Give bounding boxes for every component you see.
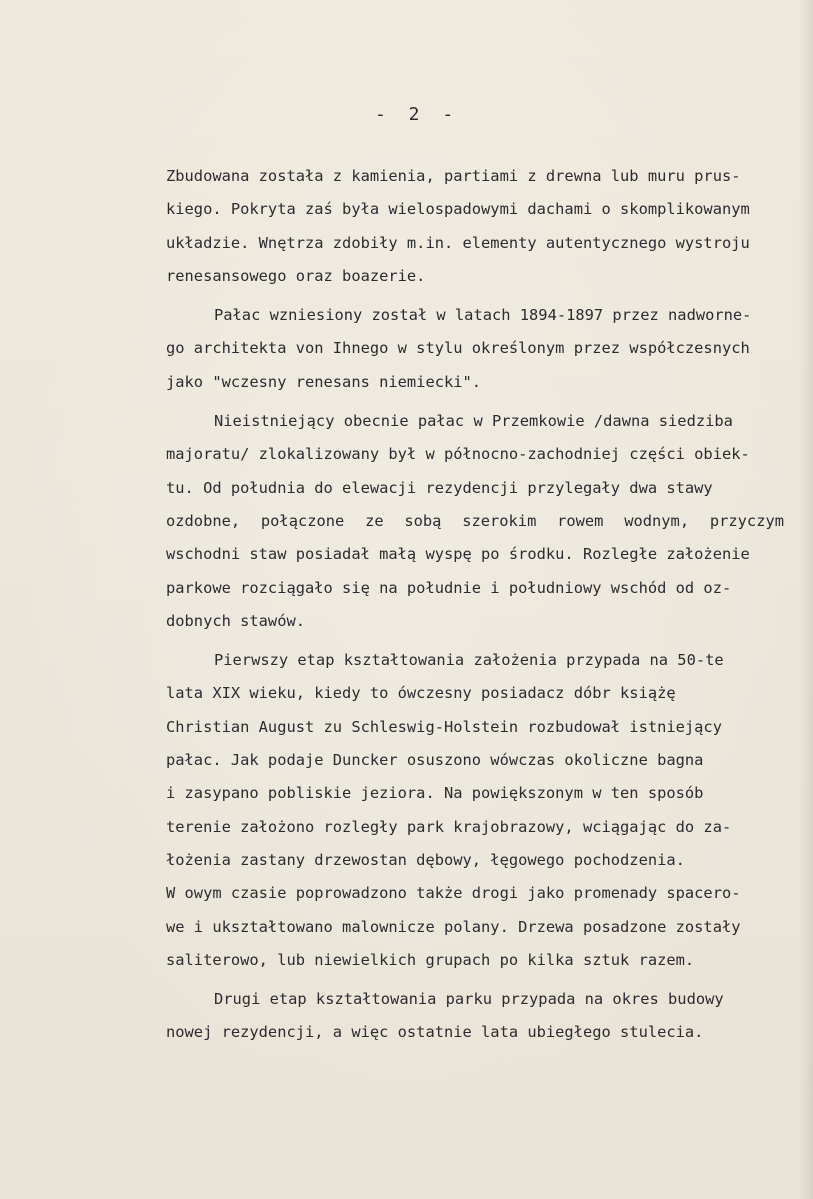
document-body <box>166 160 784 1050</box>
text-line: W owym czasie poprowadzono także drogi jako promenady spacero- <box>166 884 741 903</box>
text-line: parkowe rozciągało się na południe i południowy wschód od oz- <box>166 578 732 597</box>
text-line: Christian August zu Schleswig-Holstein rozbudował istniejący <box>166 717 722 736</box>
text-line: lata XIX wieku, kiedy to ówczesny posiadacz dóbr książę <box>166 684 676 703</box>
text-line: dobnych stawów. <box>166 611 305 630</box>
text-line: kiego. Pokryta zaś była wielospadowymi dachami o skomplikowanym <box>166 200 750 219</box>
text-line: we i ukształtowano malownicze polany. Drzewa posadzone zostały <box>166 917 741 936</box>
paragraph-first-line: Nieistniejący obecnie pałac w Przemkowie /dawna siedziba <box>214 412 733 431</box>
paragraph-first-line: Pałac wzniesiony został w latach 1894-1897 przez nadworne- <box>214 306 752 325</box>
text-line: ozdobne, połączone ze sobą szerokim rowem wodnym, przyczym <box>166 511 784 530</box>
text-line: wschodni staw posiadał małą wyspę po środku. Rozległe założenie <box>166 545 750 564</box>
text-line: majoratu/ zlokalizowany był w północno-zachodniej części obiek- <box>166 445 750 464</box>
paragraph-first-line: Pierwszy etap kształtowania założenia przypada na 50-te <box>214 651 724 670</box>
paper-edge-shadow <box>799 0 813 1199</box>
text-line: i zasypano pobliskie jeziora. Na powiększonym w ten sposób <box>166 784 704 803</box>
text-line: jako "wczesny renesans niemiecki". <box>166 372 482 391</box>
text-line: terenie założono rozległy park krajobrazowy, wciągając do za- <box>166 817 732 836</box>
text-line: tu. Od południa do elewacji rezydencji przylegały dwa stawy <box>166 478 713 497</box>
text-line: nowej rezydencji, a więc ostatnie lata ubiegłego stulecia. <box>166 1023 704 1042</box>
text-line: saliterowo, lub niewielkich grupach po kilka sztuk razem. <box>166 950 695 969</box>
text-line: układzie. Wnętrza zdobiły m.in. elementy autentycznego wystroju <box>166 233 750 252</box>
text-line: łożenia zastany drzewostan dębowy, łęgowego pochodzenia. <box>166 850 685 869</box>
text-line: Zbudowana została z kamienia, partiami z drewna lub muru prus- <box>166 167 741 185</box>
text-line: pałac. Jak podaje Duncker osuszono wówczas okoliczne bagna <box>166 751 704 770</box>
paragraph-first-line: Drugi etap kształtowania parku przypada na okres budowy <box>214 990 724 1009</box>
text-line: renesansowego oraz boazerie. <box>166 266 426 285</box>
text-line: go architekta von Ihnego w stylu określonym przez współczesnych <box>166 339 750 358</box>
page-number: - 2 - <box>375 104 460 125</box>
